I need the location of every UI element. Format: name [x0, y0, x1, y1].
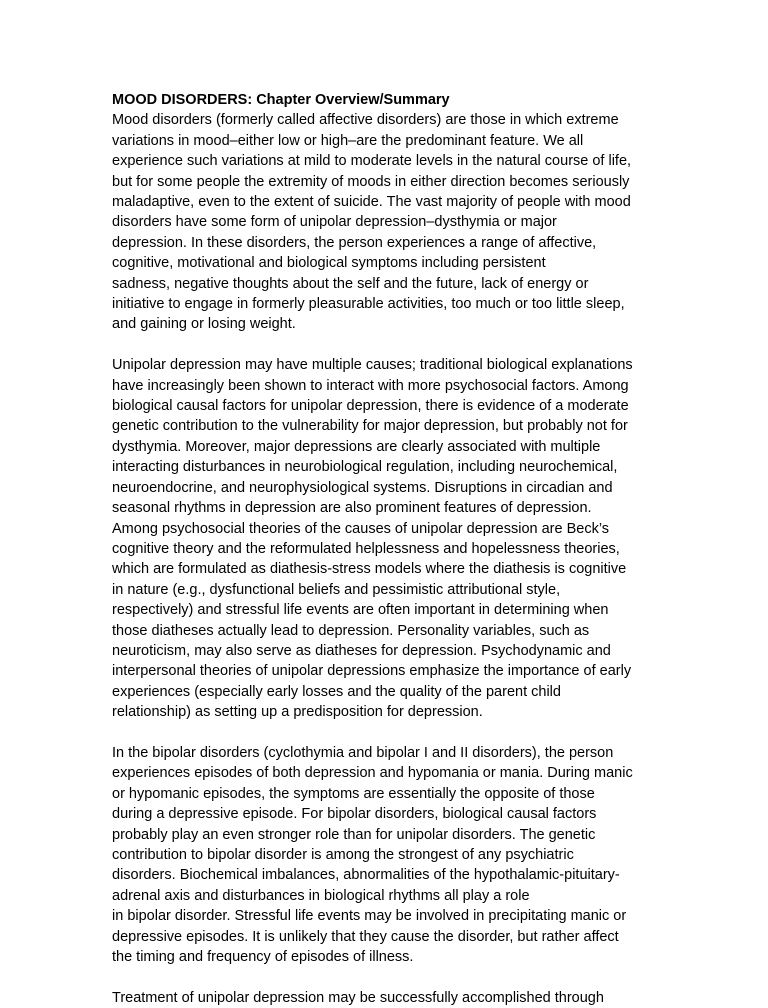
text-line: Treatment of unipolar depression may be successfully accomplished through — [112, 989, 604, 1006]
text-line: genetic contribution to the vulnerability for major depression, but probably not for — [112, 418, 628, 435]
text-line: Mood disorders (formerly called affective disorders) are those in which extreme — [112, 112, 619, 129]
text-line: depressive episodes. It is unlikely that they cause the disorder, but rather affect — [112, 928, 619, 945]
body-paragraph — [112, 110, 672, 334]
text-line: interpersonal theories of unipolar depressions emphasize the importance of early — [112, 663, 632, 680]
text-line: experience such variations at mild to moderate levels in the natural course of life, — [112, 153, 632, 170]
text-line: biological causal factors for unipolar depression, there is evidence of a moderate — [112, 398, 629, 415]
text-line: sadness, negative thoughts about the self and the future, lack of energy or — [112, 275, 589, 292]
text-line: In the bipolar disorders (cyclothymia and bipolar I and II disorders), the person — [112, 744, 614, 761]
text-line: disorders. Biochemical imbalances, abnormalities of the hypothalamic-pituitary- — [112, 867, 620, 884]
body-paragraph — [112, 743, 672, 967]
text-line: seasonal rhythms in depression are also prominent features of depression. — [112, 500, 592, 517]
text-line: have increasingly been shown to interact with more psychosocial factors. Among — [112, 377, 629, 394]
text-line: contribution to bipolar disorder is among the strongest of any psychiatric — [112, 847, 574, 863]
text-line: during a depressive episode. For bipolar disorders, biological causal factors — [112, 806, 597, 823]
text-line: depression. In these disorders, the person experiences a range of affective, — [112, 234, 597, 251]
text-line: probably play an even stronger role than for unipolar disorders. The genetic — [112, 826, 596, 843]
text-line: disorders have some form of unipolar depression–dysthymia or major — [112, 214, 557, 231]
text-line: cognitive, motivational and biological symptoms including persistent — [112, 255, 546, 272]
document-title: MOOD DISORDERS: Chapter Overview/Summary — [112, 92, 450, 108]
document-body — [112, 90, 672, 1008]
text-line: the timing and frequency of episodes of illness. — [112, 949, 414, 966]
paragraph-gap — [112, 335, 672, 355]
text-line: experiences (especially early losses and the quality of the parent child — [112, 683, 561, 700]
text-line: adrenal axis and disturbances in biological rhythms all play a role — [112, 887, 530, 904]
text-line: interacting disturbances in neurobiological regulation, including neurochemical, — [112, 459, 618, 476]
text-line: neuroticism, may also serve as diatheses for depression. Psychodynamic and — [112, 642, 611, 659]
body-paragraph — [112, 988, 672, 1008]
text-line: variations in mood–either low or high–are the predominant feature. We all — [112, 132, 584, 149]
text-line: dysthymia. Moreover, major depressions are clearly associated with multiple — [112, 438, 601, 455]
text-line: relationship) as setting up a predisposition for depression. — [112, 704, 483, 721]
text-line: Unipolar depression may have multiple causes; traditional biological explanations — [112, 357, 633, 374]
text-line: cognitive theory and the reformulated helplessness and hopelessness theories, — [112, 540, 620, 557]
text-line: but for some people the extremity of moods in either direction becomes seriously — [112, 173, 630, 190]
text-line: initiative to engage in formerly pleasurable activities, too much or too little sleep, — [112, 296, 625, 313]
text-line: or hypomanic episodes, the symptoms are essentially the opposite of those — [112, 785, 595, 802]
text-line: and gaining or losing weight. — [112, 316, 296, 333]
text-line: Among psychosocial theories of the causes of unipolar depression are Beck’s — [112, 520, 610, 537]
text-line: respectively) and stressful life events are often important in determining when — [112, 602, 609, 619]
text-line: maladaptive, even to the extent of suicide. The vast majority of people with mood — [112, 194, 631, 211]
text-line: those diatheses actually lead to depression. Personality variables, such as — [112, 622, 590, 639]
paragraph-gap — [112, 967, 672, 987]
text-line: in nature (e.g., dysfunctional beliefs and pessimistic attributional style, — [112, 581, 561, 598]
text-line: in bipolar disorder. Stressful life events may be involved in precipitating manic or — [112, 908, 627, 925]
paragraph-container — [112, 110, 672, 1008]
text-line: neuroendocrine, and neurophysiological systems. Disruptions in circadian and — [112, 479, 613, 496]
body-paragraph — [112, 355, 672, 722]
text-line: experiences episodes of both depression and hypomania or mania. During manic — [112, 765, 633, 782]
text-line: which are formulated as diathesis-stress models where the diathesis is cognitive — [112, 561, 627, 578]
paragraph-gap — [112, 723, 672, 743]
